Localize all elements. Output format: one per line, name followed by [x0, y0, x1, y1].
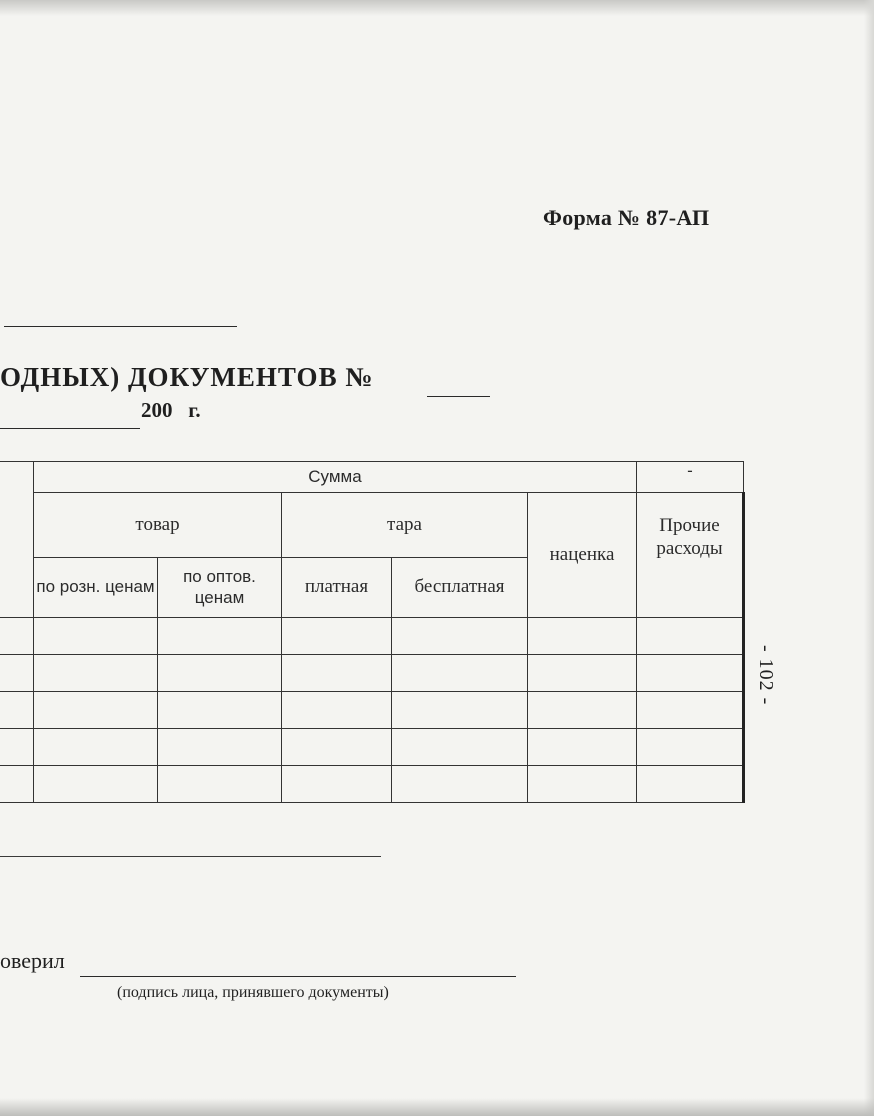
- table-row: [0, 729, 744, 766]
- table-cell[interactable]: [637, 729, 744, 766]
- table-cell[interactable]: [158, 729, 282, 766]
- left-edge-cell: [0, 462, 34, 618]
- table-cell[interactable]: [528, 692, 637, 729]
- table-cell[interactable]: [392, 655, 528, 692]
- markup-header: наценка: [528, 493, 637, 618]
- table-cell[interactable]: [34, 729, 158, 766]
- table-cell[interactable]: [637, 766, 744, 803]
- table-cell[interactable]: [282, 729, 392, 766]
- table-cell[interactable]: [637, 692, 744, 729]
- table-cell[interactable]: [282, 692, 392, 729]
- table-cell[interactable]: [34, 766, 158, 803]
- date-year-suffix: 200 г.: [141, 398, 201, 422]
- table-cell[interactable]: [637, 618, 744, 655]
- table-cell[interactable]: [528, 618, 637, 655]
- table-row: [0, 618, 744, 655]
- tara-free-header: бесплатная: [392, 558, 528, 618]
- table-header: [0, 462, 744, 618]
- table-cell[interactable]: [34, 692, 158, 729]
- table-cell[interactable]: [282, 618, 392, 655]
- table-cell[interactable]: [392, 692, 528, 729]
- signature-line[interactable]: [80, 976, 516, 977]
- table-cell[interactable]: [528, 655, 637, 692]
- other-expenses-header: Прочие расходы: [637, 493, 744, 618]
- table-cell[interactable]: [528, 729, 637, 766]
- date-fill-line[interactable]: [0, 428, 140, 429]
- scan-shadow-top: [0, 0, 874, 16]
- table-row: [0, 692, 744, 729]
- table-cell[interactable]: [637, 655, 744, 692]
- sum-table: [0, 461, 745, 803]
- sum-header: Сумма: [34, 462, 637, 493]
- table-row: [0, 655, 744, 692]
- table-cell[interactable]: [34, 655, 158, 692]
- other-dash: -: [637, 462, 744, 493]
- table-cell[interactable]: [528, 766, 637, 803]
- page-number: - 102 -: [755, 645, 777, 706]
- table-cell[interactable]: [392, 766, 528, 803]
- table-cell[interactable]: [282, 655, 392, 692]
- signature-caption: (подпись лица, принявшего документы): [117, 984, 389, 1001]
- tara-header: тара: [282, 493, 528, 558]
- scan-shadow-bottom: [0, 1098, 874, 1116]
- table-footer-line[interactable]: [0, 856, 381, 857]
- table-cell[interactable]: [0, 766, 34, 803]
- table-cell[interactable]: [158, 692, 282, 729]
- table-cell[interactable]: [0, 655, 34, 692]
- goods-header: товар: [34, 493, 282, 558]
- form-number: Форма № 87-АП: [543, 205, 710, 230]
- table-cell[interactable]: [158, 766, 282, 803]
- tara-paid-header: платная: [282, 558, 392, 618]
- goods-wholesale-header: по оптов. ценам: [158, 558, 282, 618]
- top-fill-line[interactable]: [4, 326, 237, 327]
- checked-by-label: оверил: [0, 948, 65, 973]
- goods-retail-header: по розн. ценам: [34, 558, 158, 618]
- table-cell[interactable]: [282, 766, 392, 803]
- table-row: [0, 766, 744, 803]
- table-cell[interactable]: [392, 618, 528, 655]
- table-cell[interactable]: [34, 618, 158, 655]
- table-cell[interactable]: [0, 692, 34, 729]
- table-cell[interactable]: [392, 729, 528, 766]
- table-cell[interactable]: [0, 729, 34, 766]
- table-cell[interactable]: [158, 655, 282, 692]
- document-title: ОДНЫХ) ДОКУМЕНТОВ №: [0, 362, 374, 392]
- scan-shadow-right: [864, 0, 874, 1116]
- table-cell[interactable]: [158, 618, 282, 655]
- table-cell[interactable]: [0, 618, 34, 655]
- document-number-field[interactable]: [427, 396, 490, 397]
- table-body: [0, 618, 744, 803]
